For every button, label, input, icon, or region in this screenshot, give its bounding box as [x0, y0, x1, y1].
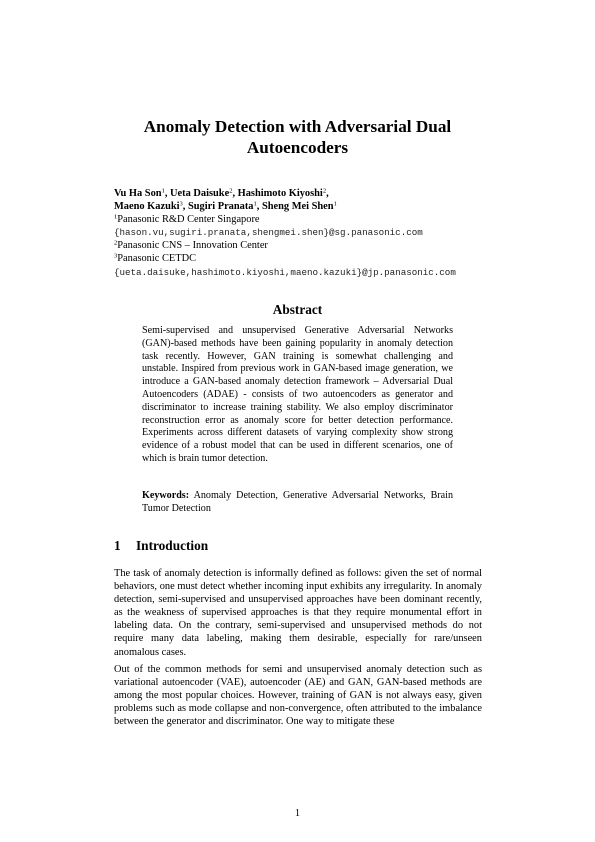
affiliation-3-email: {ueta.daisuke,hashimoto.kiyoshi,maeno.kazuki}@jp.panasonic.com [114, 266, 456, 278]
author-sup: 2 [322, 187, 327, 195]
affiliation-3 [114, 252, 456, 265]
section-heading [114, 538, 208, 554]
affiliation-1-email: {hason.vu,sugiri.pranata,shengmei.shen}@sg.panasonic.com [114, 227, 423, 239]
intro-paragraph-1: The task of anomaly detection is informally defined as follows: given the set of normal behaviors, one must detect whether incoming input exhibits any irregularity. In anomaly detection, semi-supervised and unsupervised approaches have been dominant recently, as the weakness of supervised approaches is that they require monumental effort in labeling data. On the contrary, semi-supervised and unsupervised methods do not require many data labeling, making them desirable, especially for rare/unseen anomalous cases. [114, 568, 482, 658]
author-sep: , [232, 188, 238, 199]
affiliation-1 [114, 213, 456, 226]
title-line-2: Autoencoders [246, 138, 349, 157]
intro-paragraph-2: Out of the common methods for semi and unsupervised anomaly detection such as variational autoencoder (VAE), autoencoder (AE) and GAN, GAN-based methods are among the most popular choices. However, training of GAN is not always easy, given problems such as mode collapse and non-convergence, often attributed to the imbalance between the generator and discriminator. One way to mitigate these [114, 664, 482, 728]
author-sup: 1 [161, 187, 165, 195]
title-line-1: Anomaly Detection with Adversarial Dual [143, 117, 452, 136]
affiliation-sup: 2 [114, 239, 118, 247]
author-name: Ueta Daisuke [170, 188, 230, 199]
author-line-2 [114, 200, 456, 213]
author-name: Sugiri Pranata [187, 201, 254, 212]
section-title: Introduction [136, 538, 209, 553]
page-number: 1 [294, 808, 301, 819]
author-sup: 1 [333, 200, 337, 208]
author-sup: 3 [179, 200, 183, 208]
keywords-text: Anomaly Detection, Generative Adversarial Networks, Brain Tumor Detection [142, 490, 454, 514]
affiliation-name: Panasonic CNS – Innovation Center [117, 240, 268, 252]
author-sep: , [164, 188, 171, 199]
keywords-label: Keywords: [142, 490, 190, 501]
abstract-text: Semi-supervised and unsupervised Generative Adversarial Networks (GAN)-based methods have been gaining popularity in anomaly detection task recently. However, GAN training is somewhat challenging and unstable. Inspired from previous work in GAN-based image generation, we introduce a GAN-based anomaly detection framework – Adversarial Dual Autoencoders (ADAE) - consists of two autoencoders as generator and discriminator to increase training stability. We also employ discriminator reconstruction error as anomaly score for better detection performance. Experiments across different datasets of varying complexity show strong evidence of a robust model that can be used in different scenarios, one of which is brain tumor detection. [142, 325, 453, 464]
author-name: Hashimoto Kiyoshi [237, 188, 323, 199]
section-number: 1 [114, 538, 121, 553]
author-name: Vu Ha Son [114, 188, 162, 199]
affiliation-sup: 1 [114, 213, 118, 221]
author-name: Maeno Kazuki [114, 201, 180, 212]
author-sup: 1 [253, 200, 257, 208]
affiliation-sup: 3 [114, 252, 118, 260]
author-line-1 [114, 187, 456, 200]
abstract-heading: Abstract [272, 302, 323, 317]
author-sup: 2 [229, 187, 233, 195]
author-name: Sheng Mei Shen [261, 201, 334, 212]
affiliation-2 [114, 239, 456, 252]
paper-title [0, 116, 595, 158]
author-sep: , [182, 201, 188, 212]
keywords [142, 490, 453, 516]
affiliation-name: Panasonic R&D Center Singapore [117, 214, 260, 225]
affiliation-name: Panasonic CETDC [117, 253, 197, 265]
author-sep: , [326, 188, 329, 199]
author-block [114, 187, 456, 279]
author-sep: , [256, 201, 262, 212]
